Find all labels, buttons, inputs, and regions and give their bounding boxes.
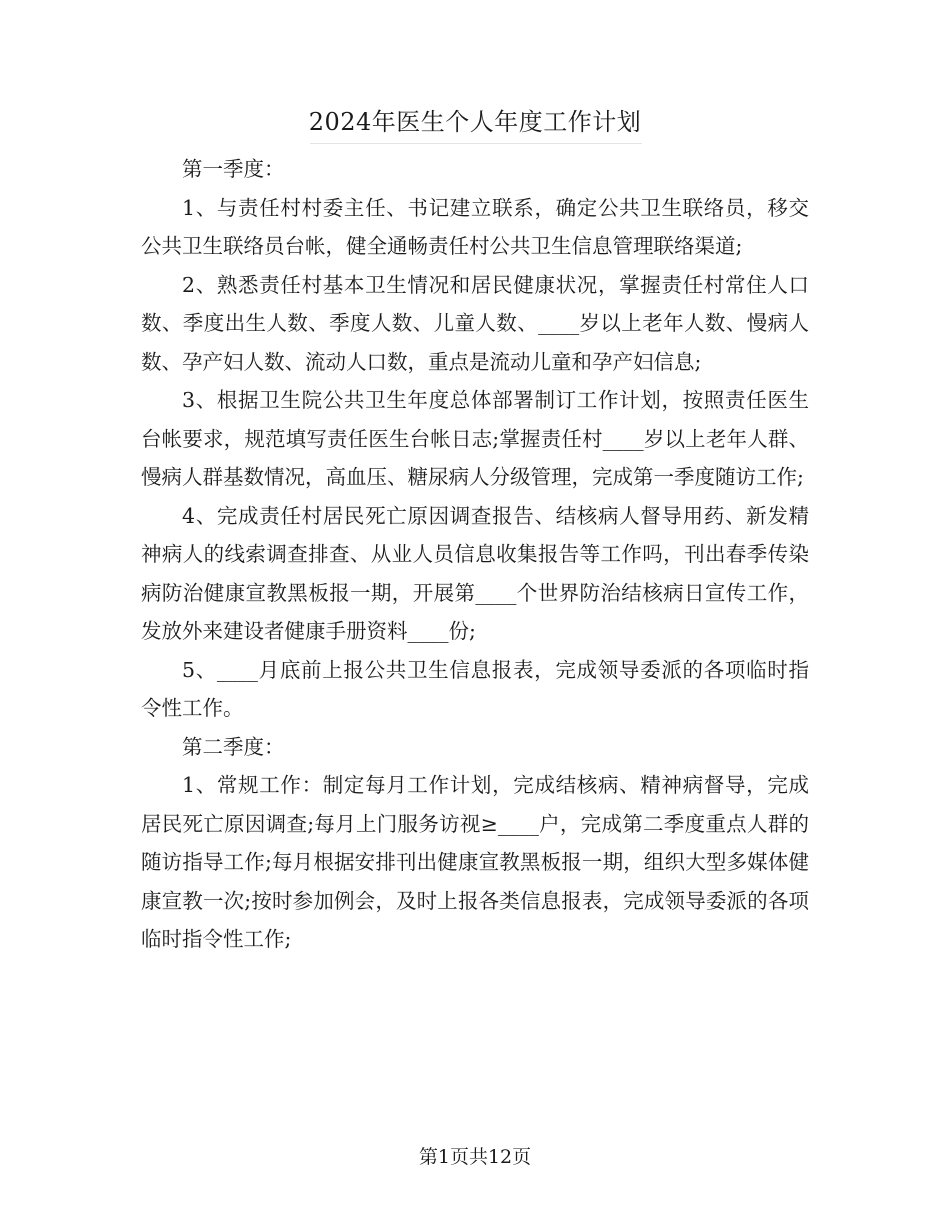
paragraph-q1-1: 1、与责任村村委主任、书记建立联系，确定公共卫生联络员，移交公共卫生联络员台帐，健全通畅责任村公共卫生信息管理联络渠道;	[141, 195, 809, 258]
document-title: 2024年医生个人年度工作计划	[308, 108, 642, 136]
paragraph-q2-1: 1、常规工作：制定每月工作计划，完成结核病、精神病督导，完成居民死亡原因调查;每月上门服务访视≥____户，完成第二季度重点人群的随访指导工作;每月根据安排刊出健康宣教黑板报一期，组织大型多媒体健康宣教一次;按时参加例会，及时上报各类信息报表，完成领导委派的各项临时指令性工作;	[141, 773, 809, 951]
title-underline	[310, 143, 642, 144]
page-number: 第1页共12页	[418, 1146, 532, 1168]
section-heading-q1: 第一季度：	[182, 157, 285, 181]
document-body	[141, 150, 809, 959]
section-heading-q2: 第二季度：	[182, 734, 285, 759]
paragraph-q1-2: 2、熟悉责任村基本卫生情况和居民健康状况，掌握责任村常住人口数、季度出生人数、季度人数、儿童人数、____岁以上老年人数、慢病人数、孕产妇人数、流动人口数，重点是流动儿童和孕产妇信息;	[141, 272, 809, 374]
paragraph-q1-4: 4、完成责任村居民死亡原因调查报告、结核病人督导用药、新发精神病人的线索调查排查、从业人员信息收集报告等工作吗，刊出春季传染病防治健康宣教黑板报一期，开展第____个世界防治结核病日宣传工作，发放外来建设者健康手册资料____份;	[141, 503, 809, 643]
paragraph-q1-5: 5、____月底前上报公共卫生信息报表，完成领导委派的各项临时指令性工作。	[141, 657, 809, 720]
paragraph-q1-3: 3、根据卫生院公共卫生年度总体部署制订工作计划，按照责任医生台帐要求，规范填写责任医生台帐日志;掌握责任村____岁以上老年人群、慢病人群基数情况，高血压、糖尿病人分级管理，完成第一季度随访工作;	[141, 388, 809, 489]
